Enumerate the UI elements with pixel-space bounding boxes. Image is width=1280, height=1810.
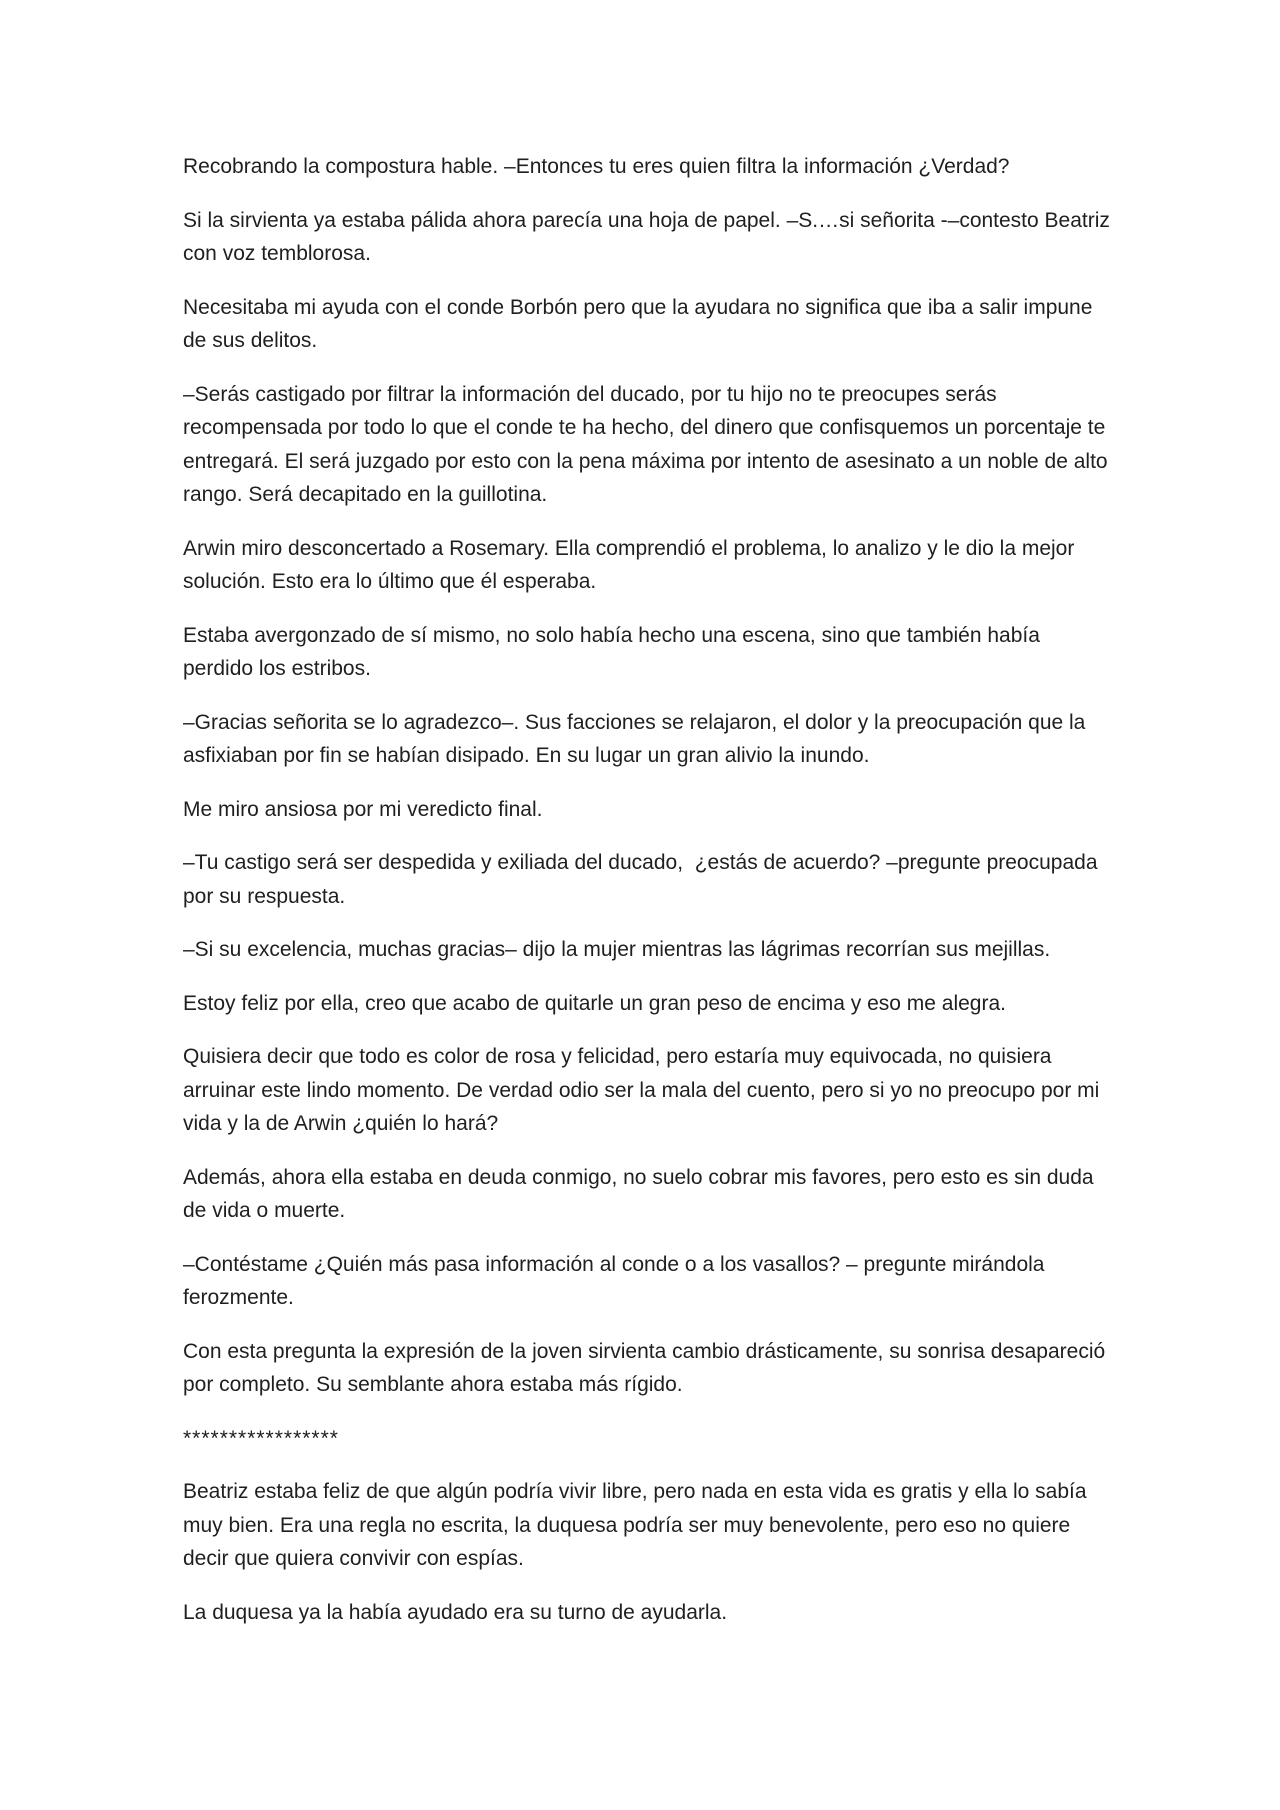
paragraph: –Tu castigo será ser despedida y exiliada del ducado, ¿estás de acuerdo? –pregunte preocupada por su respuesta. xyxy=(183,851,1104,908)
paragraph: Beatriz estaba feliz de que algún podría vivir libre, pero nada en esta vida es gratis y ella lo sabía muy bien. Era una regla no escrita, la duquesa podría ser muy benevolente, pero eso no quiere decir que quiera convivir con espías. xyxy=(183,1480,1093,1570)
document-body xyxy=(183,150,1116,1649)
paragraph: Con esta pregunta la expresión de la joven sirvienta cambio drásticamente, su sonrisa desapareció por completo. Su semblante ahora estaba más rígido. xyxy=(183,1339,1112,1396)
paragraph: Estoy feliz por ella, creo que acabo de quitarle un gran peso de encima y eso me alegra. xyxy=(183,991,1006,1015)
paragraph: Arwin miro desconcertado a Rosemary. Ella comprendió el problema, lo analizo y le dio la mejor solución. Esto era lo último que él esperaba. xyxy=(183,536,1081,593)
paragraph: Estaba avergonzado de sí mismo, no solo había hecho una escena, sino que también había perdido los estribos. xyxy=(183,623,1046,680)
paragraph: –Serás castigado por filtrar la información del ducado, por tu hijo no te preocupes serás recompensada por todo lo que el conde te ha hecho, del dinero que confisquemos un porcentaje te entregará. El será juzgado por esto con la pena máxima por intento de asesinato a un noble de alto rango. Será decapitado en la guillotina. xyxy=(183,382,1114,506)
paragraph: –Contéstame ¿Quién más pasa información al conde o a los vasallos? – pregunte mirándola ferozmente. xyxy=(183,1252,1051,1309)
paragraph: –Si su excelencia, muchas gracias– dijo la mujer mientras las lágrimas recorrían sus mejillas. xyxy=(183,938,1051,961)
paragraph: La duquesa ya la había ayudado era su turno de ayudarla. xyxy=(183,1600,728,1624)
paragraph: Recobrando la compostura hable. –Entonces tu eres quien filtra la información ¿Verdad? xyxy=(183,155,1010,178)
paragraph: Si la sirvienta ya estaba pálida ahora parecía una hoja de papel. –S.…si señorita -–contesto Beatriz con voz temblorosa. xyxy=(183,208,1116,265)
paragraph: Me miro ansiosa por mi veredicto final. xyxy=(183,797,543,821)
paragraph: Quisiera decir que todo es color de rosa y felicidad, pero estaría muy equivocada, no quisiera arruinar este lindo momento. De verdad odio ser la mala del cuento, pero si yo no preocupo por mi vida y la de Arwin ¿quién lo hará? xyxy=(183,1045,1106,1135)
paragraph: –Gracias señorita se lo agradezco–. Sus facciones se relajaron, el dolor y la preocupación que la asfixiaban por fin se habían disipado. En su lugar un gran alivio la inundo. xyxy=(183,710,1092,767)
section-separator: ***************** xyxy=(183,1426,339,1450)
paragraph: Además, ahora ella estaba en deuda conmigo, no suelo cobrar mis favores, pero esto es sin duda de vida o muerte. xyxy=(183,1165,1100,1222)
paragraph: Necesitaba mi ayuda con el conde Borbón pero que la ayudara no significa que iba a salir impune de sus delitos. xyxy=(183,295,1099,352)
